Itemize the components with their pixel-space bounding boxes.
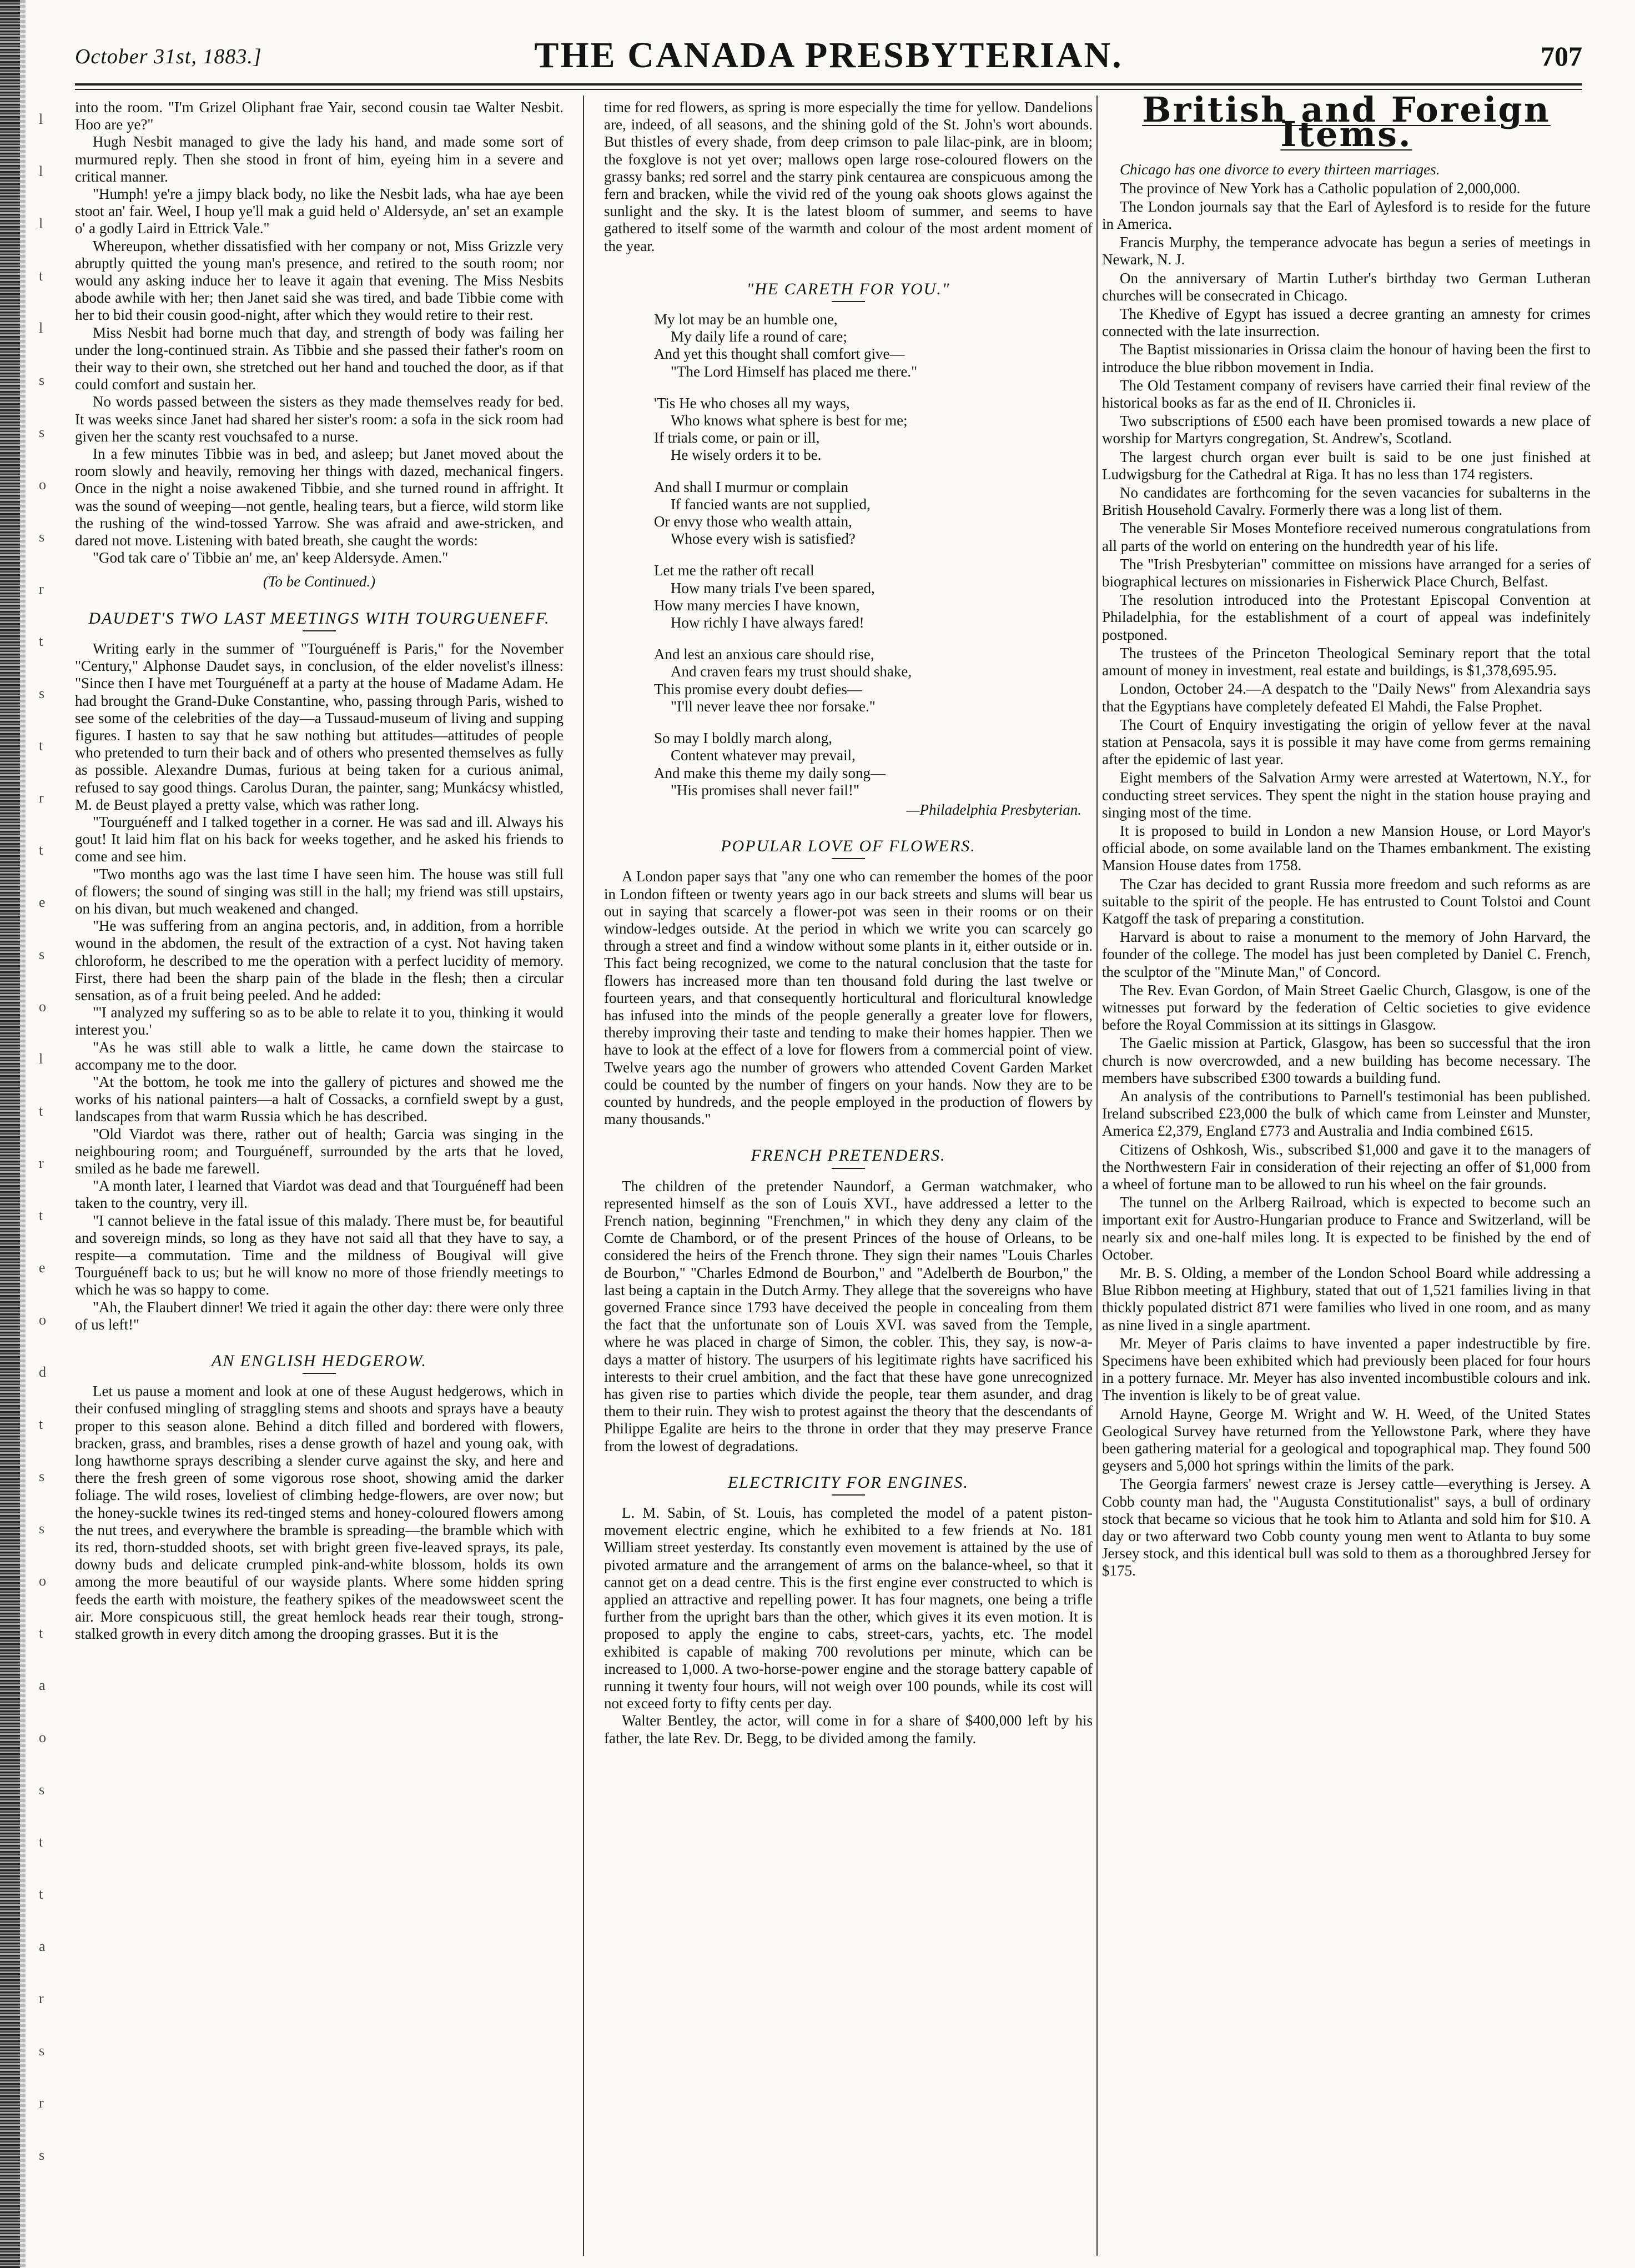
paragraph: Hugh Nesbit managed to give the lady his hand, and made some sort of murmured reply. Then she stood in front of him, eyeing him in a severe and critical manner. <box>75 133 564 185</box>
margin-mark: s <box>39 2043 45 2059</box>
news-item: Harvard is about to raise a monument to the memory of John Harvard, the founder of the college. The model has just been completed by Daniel C. French, the sculptor of the "Minute Man," of Concord. <box>1102 929 1591 980</box>
column-divider-1 <box>583 96 584 2256</box>
section-heading: British and Foreign Items. <box>1142 89 1551 155</box>
paragraph: "Tourguéneff and I talked together in a corner. He was sad and ill. Always his gout! It laid him flat on his back for weeks together, and he asked his friends to come and see him. <box>75 813 564 865</box>
news-item: Two subscriptions of £500 each have been promised towards a new place of worship for Martyrs congregation, St. Andrew's, Scotland. <box>1102 413 1591 447</box>
poem-title: "HE CARETH FOR YOU." <box>746 279 950 298</box>
paragraph: "Two months ago was the last time I have seen him. The house was still full of flowers; the sound of singing was still in the hall; my friend was still upstairs, on his divan, but much weakened and changed. <box>75 865 564 917</box>
margin-mark: o <box>39 1312 46 1328</box>
margin-mark: s <box>39 424 45 440</box>
title-rule <box>832 1494 865 1496</box>
margin-marks <box>39 111 72 2221</box>
paragraph: "As he was still able to walk a little, he came down the staircase to accompany me to the door. <box>75 1038 564 1073</box>
margin-mark: s <box>39 1782 45 1798</box>
margin-mark: t <box>39 268 43 284</box>
news-item: Eight members of the Salvation Army were arrested at Watertown, N.Y., for conducting street services. They spent the night in the station house praying and singing most of the time. <box>1102 769 1591 821</box>
poem-line: If fancied wants are not supplied, <box>671 495 871 513</box>
poem-line: "I'll never leave thee nor forsake." <box>671 698 876 715</box>
poem-line: And lest an anxious care should rise, <box>654 646 874 663</box>
stanza-gap <box>654 380 1093 395</box>
column-2 <box>604 99 1093 1747</box>
news-item: An analysis of the contributions to Parnell's testimonial has been published. Ireland subscribed £23,000 the bulk of which came from Leinster and Munster, America £2,379, England £773 and Australia and India combined £615. <box>1102 1087 1591 1140</box>
margin-mark: e <box>39 894 46 910</box>
article-title-pretenders: FRENCH PRETENDERS. <box>751 1146 946 1165</box>
stanza-gap <box>654 715 1093 730</box>
article-body-flowers <box>604 868 1093 1128</box>
article-body-daudet <box>75 640 564 1333</box>
poem-line: And shall I murmur or complain <box>654 478 849 495</box>
poem-source: —Philadelphia Presbyterian. <box>906 801 1081 818</box>
paragraph: "Ah, the Flaubert dinner! We tried it again the other day: there were only three of us left!" <box>75 1298 564 1333</box>
margin-mark: r <box>39 790 44 806</box>
poem-line: "The Lord Himself has placed me there." <box>671 363 918 380</box>
margin-mark: o <box>39 1573 46 1589</box>
news-item: The tunnel on the Arlberg Railroad, which is expected to become such an important exit for Austro-Hungarian produce to France and Switzerland, will be nearly six and one-half miles long. It is expected to be finished by the end of October. <box>1102 1194 1591 1263</box>
paragraph: L. M. Sabin, of St. Louis, has completed the model of a patent piston-movement electric engine, which he exhibited to a few friends at No. 181 William street yesterday. Its constantly even movement is attained by the use of pivoted armature and the arrangement of arms on the balance-wheel, so that it cannot get on a dead centre. This is the first engine ever constructed to which is applied an attractive and repelling power. It has four magnets, one being a trifle further from the upright bars than the other, which gives it its even motion. It is proposed to apply the engine to cabs, street-cars, yachts, etc. The model exhibited is capable of making 700 revolutions per minute, which can be increased to 1,000. A two-horse-power engine and the storage battery capable of running it twenty four hours, will not weigh over 100 pounds, while its cost will not exceed forty to fifty cents per day. <box>604 1504 1093 1712</box>
paragraph: "I cannot believe in the fatal issue of this malady. There must be, for beautiful and sovereign minds, so long as they have not said all that they have to say, a respite—a commutation. Time and the mildness of Bougival will give Tourguéneff back to us; but he will know no more of those friendly meetings to which he was so happy to come. <box>75 1212 564 1298</box>
column-3 <box>1102 89 1591 1581</box>
paragraph: "God tak care o' Tibbie an' me, an' keep Aldersyde. Amen." <box>93 549 449 566</box>
poem-line: My daily life a round of care; <box>671 328 847 345</box>
page-binding-shadow <box>20 0 26 2268</box>
news-item: The trustees of the Princeton Theological Seminary report that the total amount of money in investment, real estate and buildings, is $1,378,695.95. <box>1102 644 1591 679</box>
news-item: Citizens of Oshkosh, Wis., subscribed $1,000 and gave it to the managers of the Northwestern Fair in consideration of their rejecting an offer of $1,000 from a wheel of fortune man to be allowed to run his wheel on the fair grounds. <box>1102 1141 1591 1192</box>
story-continuation <box>75 99 564 566</box>
news-item: Mr. Meyer of Paris claims to have invented a paper indestructible by fire. Specimens have been exhibited which had previously been placed for four hours in a pottery furnace. Mr. Meyer has also invented incombustible colours and ink. The invention is likely to be of great value. <box>1102 1334 1591 1404</box>
article-body-electricity <box>604 1504 1093 1747</box>
poem-line: He wisely orders it to be. <box>671 446 822 464</box>
news-item: The Czar has decided to grant Russia more freedom and such reforms as are suitable to the spirit of the people. He has entrusted to Count Tolstoi and Count Katgoff the task of preparing a constitution. <box>1102 875 1591 927</box>
column-1 <box>75 99 564 1643</box>
margin-mark: a <box>39 1938 46 1954</box>
news-item: The Rev. Evan Gordon, of Main Street Gaelic Church, Glasgow, is one of the witnesses put forward by the federation of Celtic societies to give evidence before the Royal Commission at its sittings in Glasgow. <box>1102 981 1591 1033</box>
title-rule <box>303 630 336 631</box>
margin-mark: o <box>39 476 46 493</box>
masthead <box>75 34 1582 74</box>
newspaper-title: THE CANADA PRESBYTERIAN. <box>534 35 1123 76</box>
margin-mark: l <box>39 215 43 232</box>
poem-line: How many mercies I have known, <box>654 596 860 614</box>
title-rule <box>832 858 865 859</box>
poem-line: And yet this thought shall comfort give— <box>654 345 905 363</box>
poem-line: Or envy those who wealth attain, <box>654 513 852 530</box>
stanza-gap <box>654 548 1093 562</box>
margin-mark: t <box>39 1834 43 1850</box>
article-title-flowers: POPULAR LOVE OF FLOWERS. <box>721 837 976 856</box>
article-title-electricity: ELECTRICITY FOR ENGINES. <box>728 1473 969 1492</box>
poem-line: My lot may be an humble one, <box>654 311 838 328</box>
page-number: 707 <box>1541 41 1582 72</box>
poem-line: So may I boldly march along, <box>654 730 832 747</box>
poem-line: And make this theme my daily song— <box>654 764 886 781</box>
paragraph: "'I analyzed my suffering so as to be able to relate it to you, thinking it would interest you.' <box>75 1004 564 1038</box>
poem-body <box>654 311 1093 799</box>
poem-line: If trials come, or pain or ill, <box>654 429 820 446</box>
margin-mark: t <box>39 842 43 858</box>
news-item: The province of New York has a Catholic population of 2,000,000. <box>1120 179 1521 197</box>
margin-mark: r <box>39 1990 44 2006</box>
paragraph: A London paper says that "any one who can remember the homes of the poor in London fifteen or twenty years ago in our back streets and slums will bear us out in saying that scarcely a flower-pot was seen in their rooms or on their window-ledges outside. At the period in which we write you can scarcely go through a street and find a window without some plants in it, either outside or in. This fact being recognized, we come to the natural conclusion that the taste for flowers has increased more than ten thousand fold during the last twelve or fourteen years, and that consequently horticultural and floricultural knowledge has infused into the minds of the people generally a greater love for flowers, thereby improving their taste and tending to make their homes happier. Then we have to look at the effect of a love for flowers from a commercial point of view. Twelve years ago the number of growers who attended Covent Garden Market could be counted by the number of fingers on your hands. Now they are to be counted by hundreds, and the people employed in the production of flowers by many thousands." <box>604 868 1093 1128</box>
margin-mark: s <box>39 529 45 545</box>
news-item: The Baptist missionaries in Orissa claim the honour of having been the first to introduce the blue ribbon movement in India. <box>1102 341 1591 375</box>
continued-note: (To be Continued.) <box>263 573 376 590</box>
article-body-hedgerow <box>75 1383 564 1643</box>
title-rule <box>832 1168 865 1169</box>
margin-mark: l <box>39 320 43 336</box>
margin-mark: a <box>39 1677 46 1693</box>
paragraph: In a few minutes Tibbie was in bed, and asleep; but Janet moved about the room slowly and heavily, removing her things with dazed, mechanical fingers. Once in the night a noise awakened Tibbie, and she turned round in affright. It was the sound of weeping—not gentle, healing tears, but a fierce, wild storm like the rushing of the wind-tossed Yarrow. She was afraid and awe-stricken, and dared not move. Listening with bated breath, she caught the words: <box>75 445 564 549</box>
news-item: The Court of Enquiry investigating the origin of yellow fever at the naval station at Pensacola, says it is possible it may have come from germs remaining after the epidemic of last year. <box>1102 716 1591 768</box>
page-binding-edge <box>0 0 20 2268</box>
margin-mark: s <box>39 1521 45 1537</box>
poem-line: How many trials I've been spared, <box>671 579 875 596</box>
margin-mark: s <box>39 1468 45 1484</box>
poem-line: Who knows what sphere is best for me; <box>671 412 908 429</box>
news-item: The Khedive of Egypt has issued a decree granting an amnesty for crimes connected with the late insurrection. <box>1102 305 1591 340</box>
poem-line: Whose every wish is satisfied? <box>671 530 856 548</box>
paragraph: "Old Viardot was there, rather out of health; Garcia was singing in the neighbouring room; and Tourguéneff, surrounded by the arts that he loved, smiled as he bade me farewell. <box>75 1125 564 1177</box>
poem-line: And craven fears my trust should shake, <box>671 663 912 680</box>
margin-mark: s <box>39 2147 45 2163</box>
margin-mark: o <box>39 998 46 1015</box>
news-item: The "Irish Presbyterian" committee on missions have arranged for a series of biographical lectures on missionaries in Fisherwick Place Church, Belfast. <box>1102 555 1591 590</box>
poem-line: Content whatever may prevail, <box>671 747 856 764</box>
margin-mark: t <box>39 1886 43 1902</box>
margin-mark: d <box>39 1364 46 1380</box>
margin-mark: l <box>39 111 43 127</box>
paragraph: "He was suffering from an angina pectoris, and, in addition, from a horrible wound in the abdomen, the result of the extraction of a cyst. Not having taken chloroform, he described to me the operation with a perfect lucidity of memory. First, there had been the sharp pain of the blade in the flesh; then a circular sensation, as of a fruit being peeled. And he added: <box>75 917 564 1003</box>
news-item: Chicago has one divorce to every thirteen marriages. <box>1120 161 1440 178</box>
news-item: The resolution introduced into the Protestant Episcopal Convention at Philadelphia, for the establishment of a court of appeal was indefinitely postponed. <box>1102 591 1591 643</box>
margin-mark: t <box>39 737 43 754</box>
paragraph: "A month later, I learned that Viardot was dead and that Tourguéneff had been taken to the country, very ill. <box>75 1177 564 1212</box>
paragraph: Walter Bentley, the actor, will come in for a share of $400,000 left by his father, the late Rev. Dr. Begg, to be divided among the family. <box>604 1712 1093 1747</box>
news-item: Arnold Hayne, George M. Wright and W. H. Weed, of the United States Geological Survey have returned from the Yellowstone Park, where they have been gathering material for a geological and topographical map. They found 500 geysers and 5,000 hot springs within the limits of the park. <box>1102 1405 1591 1474</box>
paragraph: into the room. "I'm Grizel Oliphant frae Yair, second cousin tae Walter Nesbit. Hoo are ye?" <box>75 99 564 133</box>
article-body-pretenders <box>604 1178 1093 1455</box>
poem-line: How richly I have always fared! <box>671 614 864 631</box>
news-item: The Georgia farmers' newest craze is Jersey cattle—everything is Jersey. A Cobb county man had, the "Augusta Constitutionalist" says, a bull of ordinary stock that became so vicious that he took him to Atlanta and sold him for $10. A day or two afterward two Cobb county young men went to Atlanta to buy some Jersey stock, and this identical bull was sold to them as a thoroughbred Jersey for $175. <box>1102 1476 1591 1579</box>
title-rule <box>303 1373 336 1374</box>
margin-mark: s <box>39 946 45 962</box>
margin-mark: s <box>39 685 45 701</box>
news-items <box>1102 161 1591 1579</box>
paragraph: Whereupon, whether dissatisfied with her company or not, Miss Grizzle very abruptly quitted the young man's presence, and retired to the south room; nor would any asking induce her to leave it again that evening. The Miss Nesbits abode awhile with her; then Janet said she was tired, and bade Tibbie come with her to bid their cousin good-night, after which they would retire to their rest. <box>75 237 564 324</box>
margin-mark: l <box>39 163 43 179</box>
poem-line: This promise every doubt defies— <box>654 680 862 698</box>
paragraph: No words passed between the sisters as they made themselves ready for bed. It was weeks since Janet had shared her sister's room: a sofa in the sick room had given her the scanty rest vouchsafed to a nurse. <box>75 393 564 445</box>
news-item: Mr. B. S. Olding, a member of the London School Board while addressing a Blue Ribbon meeting at Highbury, stated that out of 1,521 families living in that thickly populated district 871 were families who lived in one room, and as many as nine lived in a single apartment. <box>1102 1265 1591 1333</box>
margin-mark: t <box>39 1103 43 1119</box>
news-item: The Gaelic mission at Partick, Glasgow, has been so successful that the iron church is now overcrowded, and a new building has become necessary. The members have subscribed £300 towards a building fund. <box>1102 1035 1591 1086</box>
news-item: It is proposed to build in London a new Mansion House, or Lord Mayor's official abode, on some available land on the Thames embankment. The existing Mansion House dates from 1758. <box>1102 822 1591 874</box>
margin-mark: l <box>39 1051 43 1067</box>
margin-mark: t <box>39 1207 43 1223</box>
hedgerow-continuation: time for red flowers, as spring is more especially the time for yellow. Dandelions are, indeed, of all seasons, and the shining gold of the St. John's wort abounds. But thistles of every shade, from deep crimson to pale lilac-pink, are in bloom; the foxglove is not yet over; mallows open large rose-coloured flowers on the grassy banks; red sorrel and the starry pink centaurea are conspicuous among the fern and bracken, while the vivid red of the young oak shoots glows against the sunlight and the sky. It is the latest bloom of summer, and seems to have gathered to itself some of the warmth and colour of the most ardent moment of the year. <box>604 99 1093 254</box>
news-item: The Old Testament company of revisers have carried their final review of the historical books as far as the end of II. Chronicles ii. <box>1102 377 1591 412</box>
margin-mark: e <box>39 1260 46 1276</box>
news-item: The London journals say that the Earl of Aylesford is to reside for the future in America. <box>1102 198 1591 233</box>
paragraph: "At the bottom, he took me into the gallery of pictures and showed me the works of his national painters—a halt of Cossacks, a cornfield swept by a gust, landscapes from that warm Russia which he has described. <box>75 1073 564 1125</box>
column-divider-2 <box>1096 96 1098 2256</box>
paragraph: Let us pause a moment and look at one of these August hedgerows, which in their confused mingling of straggling stems and shoots and sprays have a beauty proper to this season alone. Behind a ditch filled and bordered with flowers, bracken, grass, and brambles, rises a dense growth of hazel and young oak, with long hawthorne sprays describing a slender curve against the sky, and here and there the fresh green of some vigorous rose shoot, showing amid the darker foliage. The wild roses, loveliest of climbing hedge-flowers, are over now; but the honey-suckle twines its red-tinged stems and honey-coloured flowers among the nut trees, and everywhere the bramble is spreading—the bramble which with its red, thorn-studded shoots, set with bright green five-leaved sprays, its pale, downy buds and delicate crumpled pink-and-white blossom, holds its own among the more beautiful of our wayside plants. Where some hidden spring feeds the earth with moisture, the feathery spikes of the meadowsweet scent the air. More conspicuous still, the great hemlock heads rear their tough, strong-stalked growth in every ditch among the drooping grasses. But it is the <box>75 1383 564 1643</box>
masthead-rule-thick <box>75 83 1582 86</box>
news-item: No candidates are forthcoming for the seven vacancies for subalterns in the British Household Cavalry. Formerly there was a long list of them. <box>1102 484 1591 519</box>
article-title-daudet: DAUDET'S TWO LAST MEETINGS WITH TOURGUENEFF. <box>88 609 550 628</box>
paragraph: The children of the pretender Naundorf, a German watchmaker, who represented himself as the son of Louis XVI., have addressed a letter to the French nation, beginning "Frenchmen," in which they deny any claim of the Comte de Chambord, or of the present Princes of the house of Orleans, to be considered the heirs of the French throne. They sign their names "Louis Charles de Bourbon," "Charles Edmond de Bourbon," and "Adelberth de Bourbon," the last being a captain in the Dutch Army. They allege that the sovereigns who have governed France since 1793 have deceived the people in concealing from them the fact that the unfortunate son of Louis XVI. was saved from the Temple, where he was placed in charge of Simon, the cobler. This, they say, is now-a-days a matter of history. The usurpers of his legitimate rights have sacrificed his interests to their cruel ambition, and the fact that these have gone unrecognized has given rise to parties which divide the people, tear them asunder, and drag them to their ruin. They wish to protest against the theory that the descendants of Philippe Egalite are heirs to the throne in order that they may preserve France from the lowest of degradations. <box>604 1177 1093 1454</box>
news-item: Francis Murphy, the temperance advocate has begun a series of meetings in Newark, N. J. <box>1102 234 1591 268</box>
issue-date: October 31st, 1883.] <box>75 45 262 68</box>
margin-mark: t <box>39 1625 43 1641</box>
stanza-gap <box>654 631 1093 646</box>
paragraph: "Humph! ye're a jimpy black body, no like the Nesbit lads, wha hae aye been stoot an' fair. Weel, I houp ye'll mak a guid held o' Aldersyde, an' set an example o' a godly Laird in Ettrick Vale." <box>75 185 564 237</box>
news-item: London, October 24.—A despatch to the "Daily News" from Alexandria says that the Egyptians have completely defeated El Mahdi, the False Prophet. <box>1102 680 1591 715</box>
margin-mark: r <box>39 1155 44 1171</box>
paragraph: Miss Nesbit had borne much that day, and strength of body was failing her under the long-continued strain. As Tibbie and she passed their father's room on their way to their own, she stretched out her hand and touched the door, as if that could comfort and sustain her. <box>75 324 564 393</box>
news-item: The venerable Sir Moses Montefiore received numerous congratulations from all parts of the world on entering on the hundredth year of his life. <box>1102 520 1591 554</box>
margin-mark: s <box>39 372 45 388</box>
poem-line: 'Tis He who choses all my ways, <box>654 394 850 412</box>
margin-mark: r <box>39 581 44 597</box>
poem-line: Let me the rather oft recall <box>654 562 814 579</box>
poem-line: "His promises shall never fail!" <box>671 781 859 799</box>
stanza-gap <box>654 464 1093 479</box>
margin-mark: r <box>39 2095 44 2111</box>
margin-mark: o <box>39 1729 46 1745</box>
title-rule <box>832 301 865 302</box>
paragraph: Writing early in the summer of "Tourguéneff is Paris," for the November "Century," Alphonse Daudet says, in conclusion, of the elder novelist's illness: "Since then I have met Tourguéneff at a party at the house of Madame Adam. He had brought the Grand-Duke Constantine, who, passing through Paris, wished to see some of the celebrities of the day—a Tussaud-museum of living and supping figures. I hasten to say that he saw nothing but attitudes—attitudes of people who pretended to turn their back and of others who presented themselves as fully as possible. Alexandre Dumas, furious at being taken for a curious animal, refused to say good things. Carolus Duran, the painter, sang; Munkácsy whistled, M. de Beust played a pretty valse, which was rather long. <box>75 640 564 813</box>
article-title-hedgerow: AN ENGLISH HEDGEROW. <box>211 1352 427 1371</box>
margin-mark: t <box>39 1416 43 1432</box>
news-item: The largest church organ ever built is said to be one just finished at Ludwigsburg for the Cathedral at Riga. It has no less than 174 registers. <box>1102 448 1591 483</box>
margin-mark: t <box>39 633 43 649</box>
news-item: On the anniversary of Martin Luther's birthday two German Lutheran churches will be consecrated in Chicago. <box>1102 269 1591 304</box>
